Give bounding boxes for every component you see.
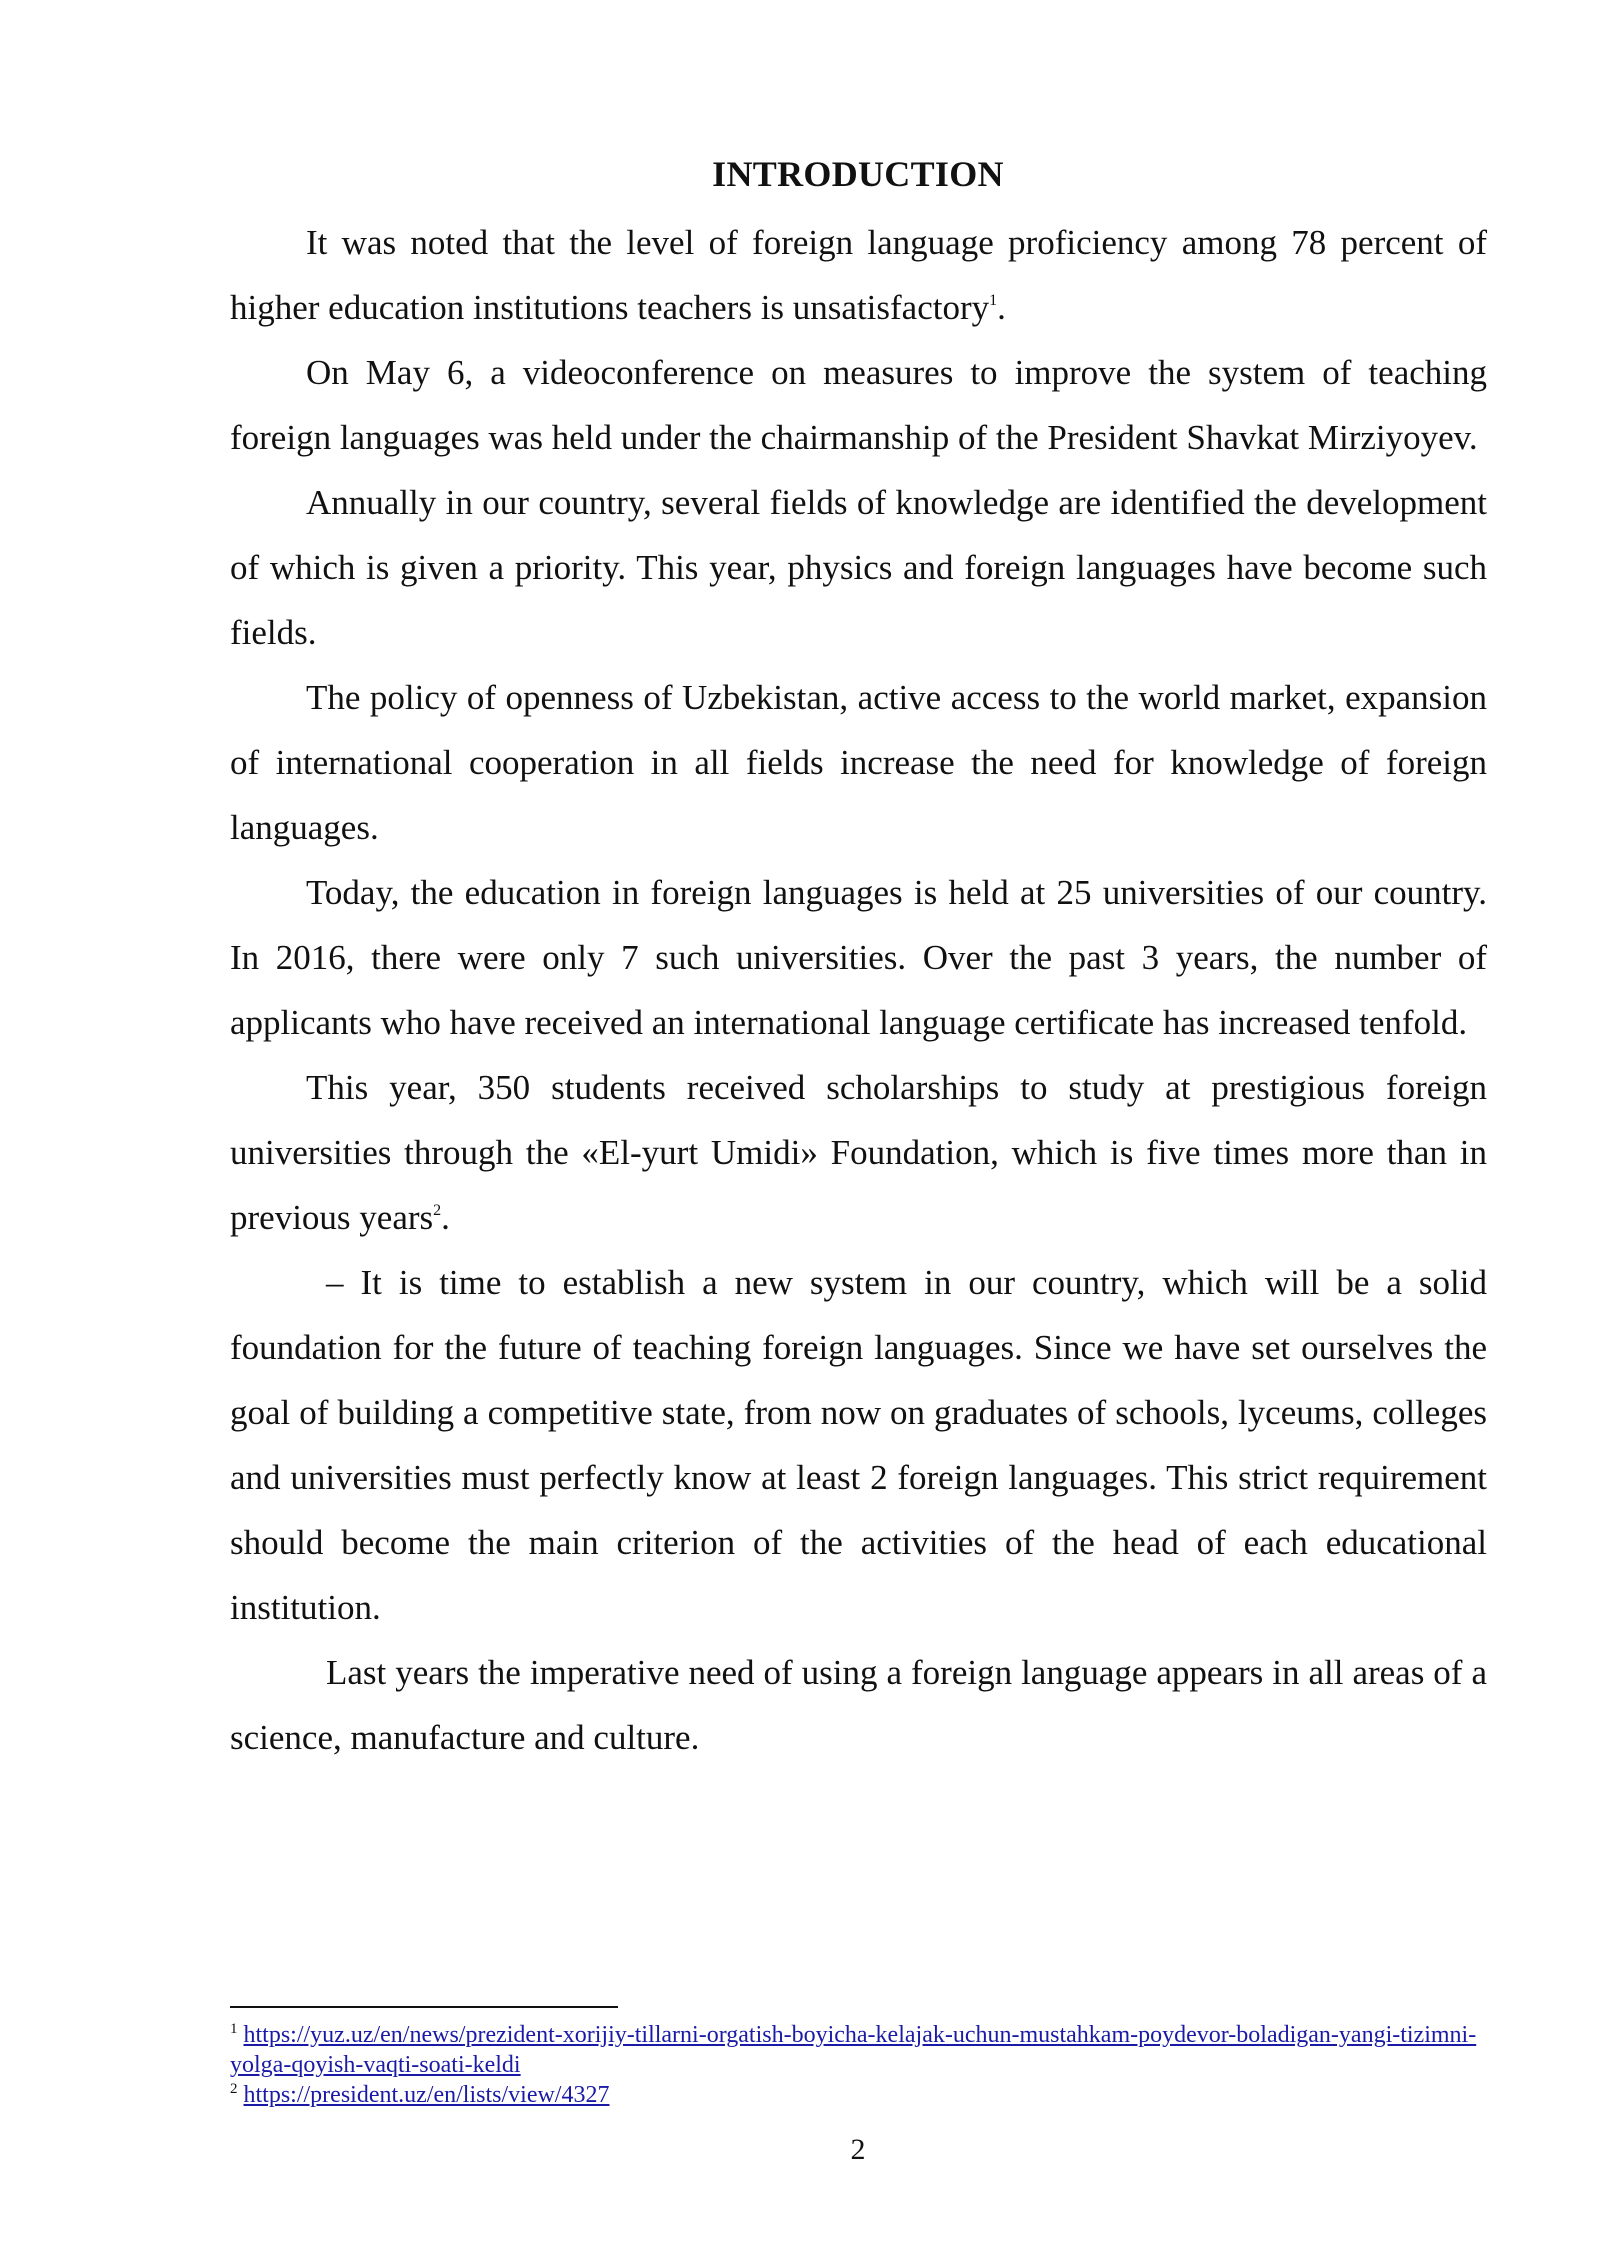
paragraph-2: On May 6, a videoconference on measures to improve the system of teaching foreign languages was held under the chairmanship of the President Shavkat Mirziyoyev. xyxy=(230,353,1487,457)
footnote-1-mark: 1 xyxy=(230,2021,238,2037)
footnotes xyxy=(230,2020,1487,2110)
paragraph-1-text: It was noted that the level of foreign language proficiency among 78 percent of higher education institutions teachers is unsatisfactory xyxy=(230,223,1487,327)
footnote-2 xyxy=(230,2080,1487,2110)
footnote-1 xyxy=(230,2020,1487,2080)
footnote-ref-2[interactable]: 2 xyxy=(433,1202,442,1219)
paragraph-1-tail: . xyxy=(997,288,1006,327)
footnote-2-link[interactable]: https://president.uz/en/lists/view/4327 xyxy=(243,2082,610,2108)
paragraph-6 xyxy=(230,1055,1487,1250)
footnote-1-link[interactable]: https://yuz.uz/en/news/prezident-xorijiy-tillarni-orgatish-boyicha-kelajak-uchun-mustahkam-poydevor-boladigan-yangi-tizimni-yolga-qoyish-vaqti-soati-keldi xyxy=(230,2022,1477,2078)
footnote-ref-1[interactable]: 1 xyxy=(989,292,998,309)
paragraph-6-tail: . xyxy=(441,1198,450,1237)
page-number: 2 xyxy=(850,2133,866,2166)
paragraph-8: Last years the imperative need of using a foreign language appears in all areas of a science, manufacture and culture. xyxy=(230,1653,1487,1757)
paragraph-4: The policy of openness of Uzbekistan, active access to the world market, expansion of international cooperation in all fields increase the need for knowledge of foreign languages. xyxy=(230,678,1487,847)
paragraph-1 xyxy=(230,210,1487,340)
paragraph-6-text: This year, 350 students received scholarships to study at prestigious foreign universities through the «El-yurt Umidi» Foundation, which is five times more than in previous years xyxy=(230,1068,1487,1237)
page-title: INTRODUCTION xyxy=(712,154,1004,194)
paragraph-3: Annually in our country, several fields of knowledge are identified the development of which is given a priority. This year, physics and foreign languages have become such fields. xyxy=(230,483,1487,652)
paragraph-5: Today, the education in foreign languages is held at 25 universities of our country. In 2016, there were only 7 such universities. Over the past 3 years, the number of applicants who have received an international language certificate has increased tenfold. xyxy=(230,873,1487,1042)
body-text xyxy=(230,210,1487,1770)
paragraph-7: – It is time to establish a new system in our country, which will be a solid foundation for the future of teaching foreign languages. Since we have set ourselves the goal of building a competitive state, from now on graduates of schools, lyceums, colleges and universities must perfectly know at least 2 foreign languages. This strict requirement should become the main criterion of the activities of the head of each educational institution. xyxy=(230,1263,1487,1627)
footnote-separator xyxy=(230,2006,618,2008)
footnote-2-mark: 2 xyxy=(230,2081,238,2097)
